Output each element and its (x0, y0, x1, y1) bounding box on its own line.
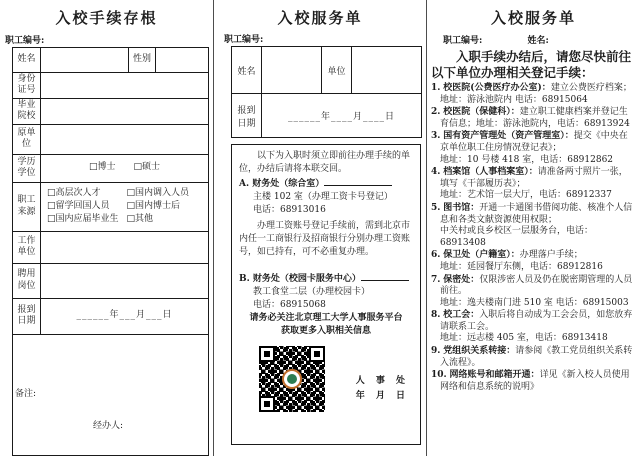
checklist-items (431, 83, 636, 393)
item-name: 图书馆： (443, 202, 480, 213)
qr-code-icon (259, 346, 325, 412)
handler-label: 经办人: (93, 421, 124, 432)
item-name: 档案馆（人事档案室）： (443, 167, 538, 178)
section-a-note: 办理工资账号登记手续前，需到北京市内任一工商银行及招商银行分别办理工资账号，如已持有，可不必重复办理。 (239, 221, 411, 257)
checkbox-returned-overseas: □留学回国人员 (47, 200, 110, 211)
list-item (431, 310, 636, 345)
graduate-school-field (41, 98, 209, 124)
service-slip-panel (213, 0, 427, 456)
table-row (232, 47, 422, 94)
item-desc: 详见《新入校人员使用网络和信息系统的说明》 (440, 370, 630, 392)
notes-label: 备注: (15, 388, 37, 399)
item-address: 地址：逸夫楼南门进 510 室 电话：68915003 (440, 297, 629, 308)
item-address: 地址：延园餐厅东侧，电话：68912816 (440, 261, 603, 272)
list-item (431, 131, 636, 166)
list-item (431, 275, 636, 310)
item-name: 校工会： (443, 310, 480, 321)
stub-employee-no-label: 职工编号: (5, 36, 45, 46)
table-row (232, 94, 422, 138)
item-desc: 建立职工健康档案并登记生育信息；地址：游泳池院内，电话：68913924 (440, 107, 630, 129)
checkbox-high-level-talent: □高层次人才 (47, 187, 101, 198)
item-desc: 仅限涉密人员及仍在脱密期管理的人员前往。 (440, 274, 633, 297)
item-name: 保卫处（户籍室）： (443, 250, 520, 261)
list-item (431, 250, 636, 273)
table-row (13, 231, 209, 263)
service-employee-no-label: 职工编号: (224, 35, 264, 45)
item-number: 7. (431, 274, 441, 285)
report-date-line: ______年____月____日 (262, 94, 422, 138)
section-a-heading (239, 176, 413, 191)
item-address: 地址：10 号楼 418 室，电话：68912862 (440, 154, 614, 165)
item-address: 地址：艺术馆一层大厅，电话：68912337 (440, 190, 612, 201)
instructions-intro: 以下为入职时须立即前往办理手续的单位，办结后请将本联交回。 (239, 151, 411, 174)
item-address: 中关村或良乡校区一层服务台，电话：68913408 (440, 226, 594, 248)
item-address: 地址：游泳池院内 电话：68915064 (440, 94, 588, 105)
name-label: 姓名 (13, 48, 41, 73)
id-number-label: 身份证号 (13, 73, 41, 99)
list-item (431, 370, 636, 393)
item-number: 2. (431, 107, 441, 118)
qr-finder-icon (309, 346, 325, 362)
degree-label: 学历学位 (13, 154, 41, 182)
qr-finder-icon (259, 346, 275, 362)
checkbox-fresh-graduate: □国内应届毕业生 (47, 214, 119, 225)
hr-platform-notice-line1: 请务必关注北京理工大学人事服务平台 (249, 313, 403, 323)
item-number: 3. (431, 131, 441, 142)
staff-source-label: 职工来源 (13, 182, 41, 231)
work-unit-field (41, 231, 209, 263)
item-desc: 提交《中央在京单位职工住房情况登记表》； (440, 131, 628, 153)
checklist-name-label: 姓名: (527, 36, 549, 46)
name-field (41, 48, 129, 73)
table-row (13, 48, 209, 73)
checklist-panel (427, 0, 640, 456)
item-desc: 请准备两寸照片一张，填写《干部履历表》； (440, 167, 628, 189)
post-field (41, 263, 209, 298)
signature-dept: 人 事 处 (355, 376, 409, 386)
item-desc: 入职后将自动成为工会会员，如您放弃请联系工会。 (440, 310, 633, 332)
instructions-box (231, 144, 421, 445)
list-item (431, 107, 636, 130)
staff-source-options (41, 182, 209, 231)
checkbox-domestic-postdoc: □国内博士后 (126, 200, 181, 211)
checkbox-domestic-transfer: □国内调入人员 (126, 187, 190, 198)
degree-options (41, 154, 209, 182)
name-label: 姓名 (232, 47, 262, 94)
section-a-label: A. 财务处（综合室） (239, 179, 325, 189)
table-row (13, 73, 209, 99)
previous-unit-field (41, 124, 209, 154)
list-item (431, 346, 636, 369)
qr-finder-icon (259, 396, 275, 412)
table-row (13, 298, 209, 334)
table-row (13, 182, 209, 231)
checkbox-doctor: □博士 (88, 162, 116, 173)
qr-center-logo-icon (282, 369, 302, 389)
notes-cell (13, 334, 209, 455)
item-number: 6. (431, 250, 441, 261)
previous-unit-label: 原单位 (13, 124, 41, 154)
work-unit-label: 工作单位 (13, 231, 41, 263)
stub-table (12, 47, 209, 456)
list-item (431, 203, 636, 249)
checklist-header (443, 33, 636, 46)
section-b-label: B. 财务处（校园卡服务中心） (239, 274, 361, 284)
section-b-underline (361, 271, 409, 281)
table-row (13, 98, 209, 124)
unit-label: 单位 (322, 47, 352, 94)
section-b-heading (239, 271, 413, 286)
item-desc: 请参阅《教工党员组织关系转入流程》。 (440, 346, 633, 368)
stub-panel (0, 0, 213, 456)
item-name: 党组织关系转接： (443, 346, 516, 357)
table-row (13, 263, 209, 298)
section-a-address: 主楼 102 室（办理工资卡号登记） (253, 192, 393, 202)
table-row (13, 154, 209, 182)
section-b-phone: 电话：68915068 (253, 300, 326, 310)
qr-signature-row (239, 346, 413, 412)
list-item (431, 83, 636, 106)
service-table (231, 46, 422, 138)
item-number: 4. (431, 167, 441, 178)
gender-label: 性别 (129, 48, 156, 73)
id-number-field (41, 73, 209, 99)
checklist-title: 入校服务单 (490, 9, 576, 27)
graduate-school-label: 毕业院校 (13, 98, 41, 124)
item-address: 地址：远志楼 405 室，电话：68913418 (440, 333, 608, 344)
item-name: 校医院（保健科）： (443, 107, 520, 118)
item-name: 校医院(公费医疗办公室)： (443, 83, 551, 93)
section-a-phone: 电话：68913016 (253, 205, 326, 215)
item-name: 网络账号和邮箱开通： (449, 370, 540, 381)
item-number: 5. (431, 202, 441, 213)
service-slip-title: 入校服务单 (277, 9, 363, 27)
unit-field (352, 47, 422, 94)
gender-field (156, 48, 209, 73)
section-a-underline (324, 176, 392, 186)
item-name: 保密处： (443, 274, 480, 285)
item-desc: 建立公费医疗档案； (550, 83, 632, 93)
post-label: 聘用岗位 (13, 263, 41, 298)
hr-platform-notice-line2: 获取更多入职相关信息 (280, 326, 371, 336)
item-number: 9. (431, 346, 441, 357)
table-row (13, 124, 209, 154)
section-b-address: 教工食堂二层（办理校园卡） (253, 287, 371, 297)
stub-title: 入校手续存根 (55, 9, 158, 27)
item-number: 10. (431, 370, 447, 381)
item-number: 8. (431, 310, 441, 321)
checkbox-master: □硕士 (133, 162, 161, 173)
item-desc: 开通一卡通图书借阅功能、核准个人信息和各类文献资源使用权限； (440, 202, 633, 225)
list-item (431, 167, 636, 202)
report-date-label: 报到日期 (232, 94, 262, 138)
checkbox-other: □其他 (126, 214, 154, 225)
checklist-employee-no-label: 职工编号: (443, 36, 483, 46)
report-date-label: 报到日期 (13, 298, 41, 334)
checklist-intro: 入职手续办结后，请您尽快前往以下单位办理相关登记手续： (431, 49, 632, 80)
item-desc: 办理落户手续； (519, 250, 583, 261)
table-row (13, 334, 209, 455)
item-number: 1. (431, 83, 441, 93)
signature-date: 年 月 日 (355, 391, 409, 401)
signature-block (356, 374, 413, 412)
report-date-line: ______年___月___日 (41, 298, 209, 334)
name-field (262, 47, 322, 94)
item-name: 国有资产管理处（资产管理室）： (443, 131, 574, 142)
